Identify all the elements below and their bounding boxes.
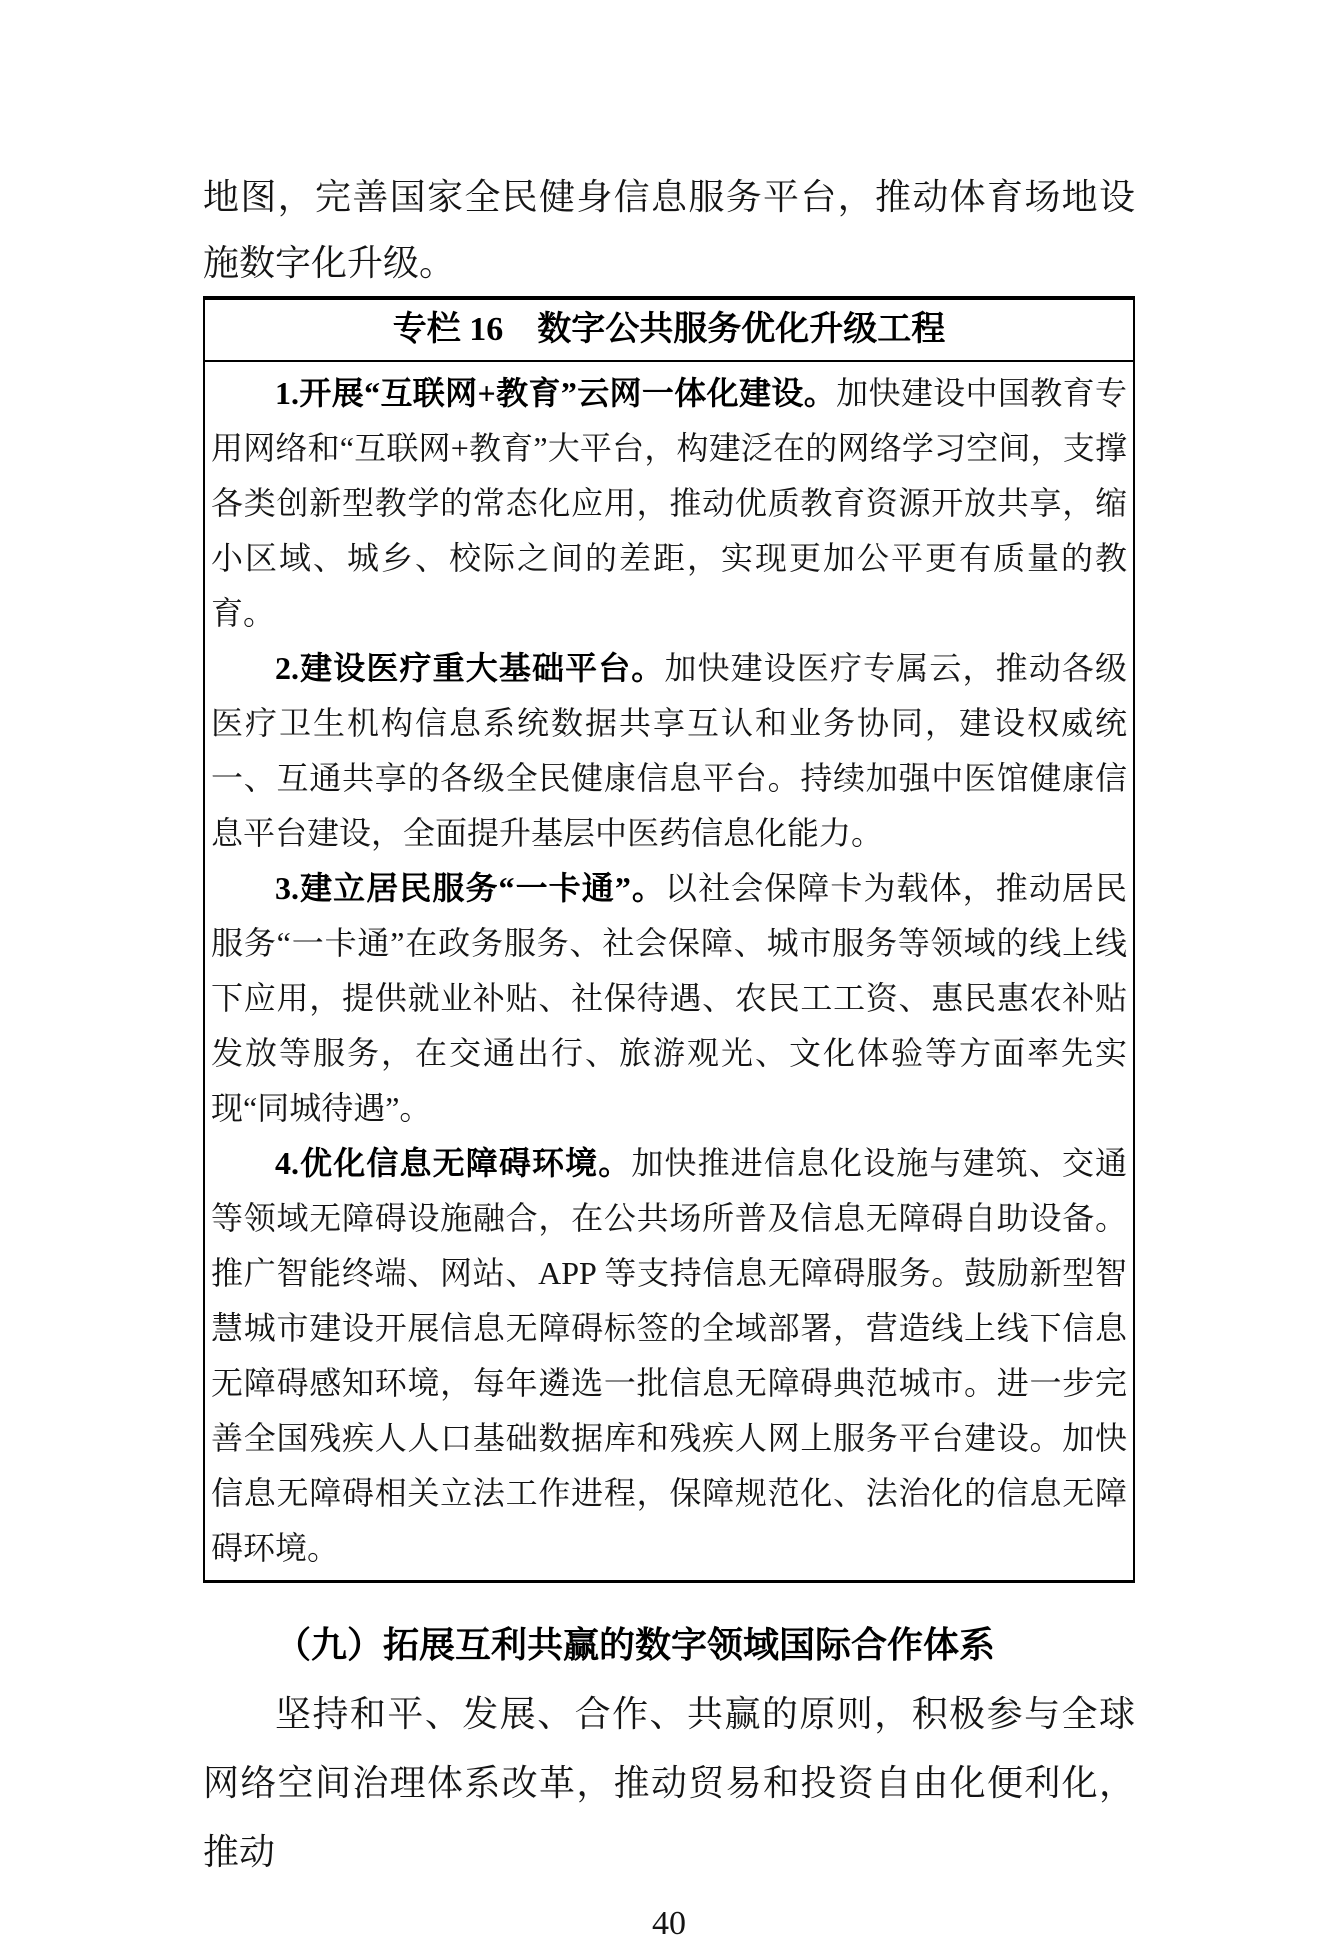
text-column (203, 0, 1135, 1945)
panel-item-2 (211, 641, 1127, 861)
panel-item-3-text: 以社会保障卡为载体，推动居民服务“一卡通”在政务服务、社会保障、城市服务等领域的线上线下应用，提供就业补贴、社保待遇、农民工工资、惠民惠农补贴发放等服务，在交通出行、旅游观光、文化体验等方面率先实现“同城待遇”。 (211, 870, 1127, 1126)
panel-item-3 (211, 861, 1127, 1136)
panel-item-1-lead: 1.开展“互联网+教育”云网一体化建设。 (275, 375, 837, 411)
panel-item-4-text: 加快推进信息化设施与建筑、交通等领域无障碍设施融合，在公共场所普及信息无障碍自助设备。推广智能终端、网站、APP 等支持信息无障碍服务。鼓励新型智慧城市建设开展信息无障碍标签的全域部署，营造线上线下信息无障碍感知环境，每年遴选一批信息无障碍典范城市。进一步完善全国残疾人人口基础数据库和残疾人网上服务平台建设。加快信息无障碍相关立法工作进程，保障规范化、法治化的信息无障碍环境。 (211, 1145, 1127, 1566)
panel-title: 专栏 16 数字公共服务优化升级工程 (205, 300, 1133, 362)
panel-item-4 (211, 1136, 1127, 1576)
section-heading: （九）拓展互利共赢的数字领域国际合作体系 (275, 1625, 996, 1665)
panel-item-2-text: 加快建设医疗专属云，推动各级医疗卫生机构信息系统数据共享互认和业务协同，建设权威统一、互通共享的各级全民健康信息平台。持续加强中医馆健康信息平台建设，全面提升基层中医药信息化能力。 (211, 650, 1127, 851)
panel-body (205, 362, 1133, 1580)
panel-item-4-lead: 4.优化信息无障碍环境。 (275, 1145, 632, 1181)
panel-item-1 (211, 366, 1127, 641)
panel-item-3-lead: 3.建立居民服务“一卡通”。 (275, 870, 665, 906)
intro-paragraph: 地图，完善国家全民健身信息服务平台，推动体育场地设施数字化升级。 (203, 177, 1135, 283)
panel-column-16 (203, 296, 1135, 1583)
panel-item-2-lead: 2.建设医疗重大基础平台。 (275, 650, 665, 686)
page-number: 40 (652, 1905, 686, 1942)
section-paragraph: 坚持和平、发展、合作、共赢的原则，积极参与全球网络空间治理体系改革，推动贸易和投资自由化便利化，推动 (203, 1694, 1135, 1872)
panel-item-1-text: 加快建设中国教育专用网络和“互联网+教育”大平台，构建泛在的网络学习空间，支撑各类创新型教学的常态化应用，推动优质教育资源开放共享，缩小区域、城乡、校际之间的差距，实现更加公平更有质量的教育。 (211, 375, 1127, 631)
